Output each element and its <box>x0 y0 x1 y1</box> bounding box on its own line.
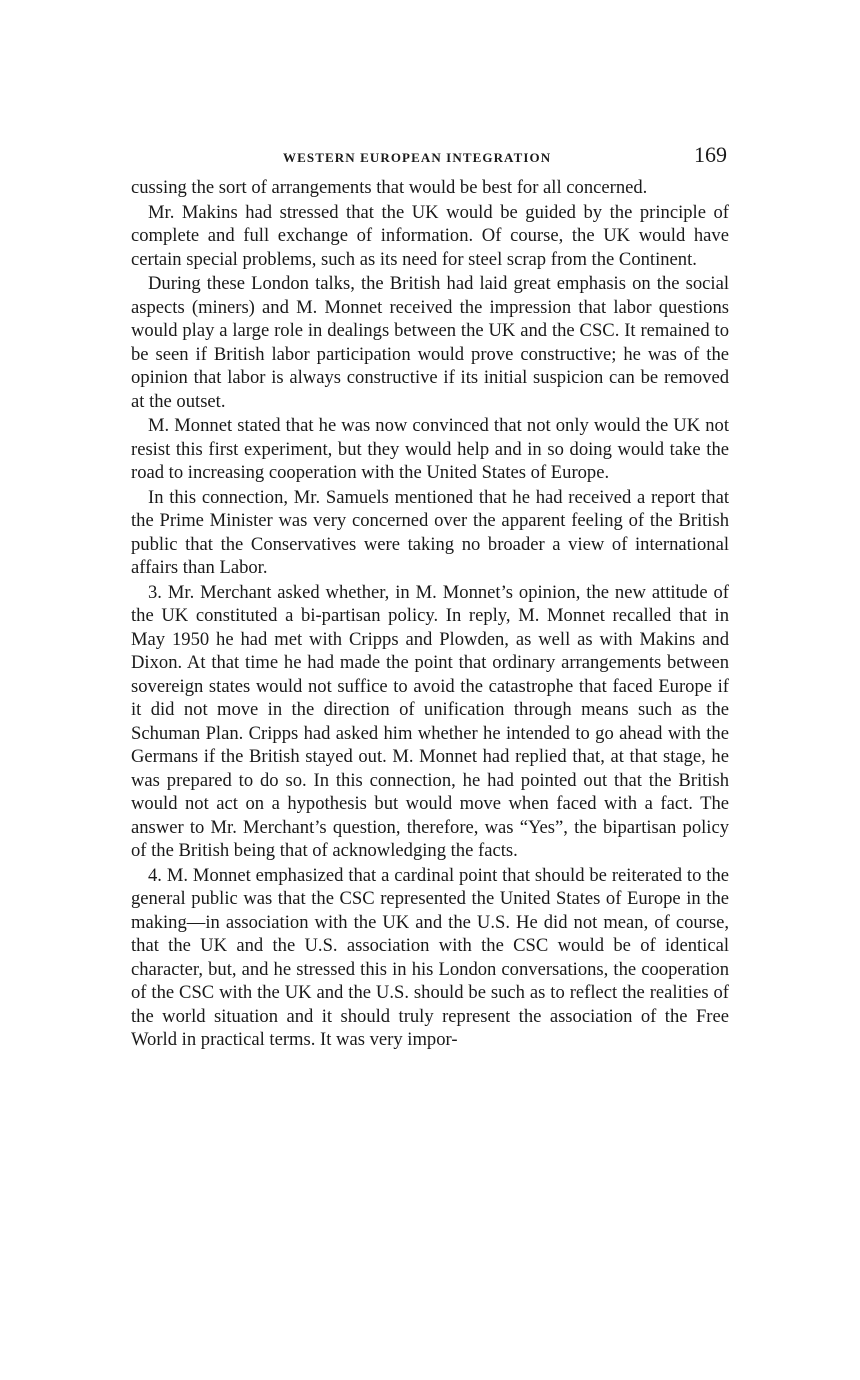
paragraph-continuation: cussing the sort of arrangements that would be best for all concerned. <box>131 177 648 198</box>
paragraph: In this connection, Mr. Samuels mentioned that he had received a report that the Prime Minister was very concerned over the apparent feeling of the British public that the Conservatives were taking no broader a view of international affairs than Labor. <box>131 486 729 578</box>
paragraph: During these London talks, the British had laid great emphasis on the social aspects (miners) and M. Monnet received the impression that labor questions would play a large role in dealings between the UK and the CSC. It remained to be seen if British labor participation would prove constructive; he was of the opinion that labor is always constructive if its initial suspicion can be removed at the outset. <box>131 273 729 412</box>
paragraph: 4. M. Monnet emphasized that a cardinal point that should be reiterated to the general public was that the CSC represented the United States of Europe in the making—in association with the UK and the U.S. He did not mean, of course, that the UK and the U.S. association with the CSC would be of identical character, but, and he stressed this in his London conversations, the cooperation of the CSC with the UK and the U.S. should be such as to reflect the realities of the world situation and it should truly represent the association of the Free World in practical terms. It was very impor- <box>131 864 729 1050</box>
paragraph: M. Monnet stated that he was now convinced that not only would the UK not resist this first experiment, but they would help and in so doing would take the road to increasing cooperation with the United States of Europe. <box>131 415 729 483</box>
paragraph: 3. Mr. Merchant asked whether, in M. Monnet’s opinion, the new attitude of the UK constituted a bi-partisan policy. In reply, M. Monnet recalled that in May 1950 he had met with Cripps and Plowden, as well as with Makins and Dixon. At that time he had made the point that ordinary arrangements between sovereign states would not suffice to avoid the catastrophe that faced Europe if it did not move in the direction of unification through means such as the Schuman Plan. Cripps had asked him whether he intended to go ahead with the Germans if the British stayed out. M. Monnet had replied that, at that stage, he was prepared to do so. In this connection, he had pointed out that the British would not act on a hypothesis but would move when faced with a fact. The answer to Mr. Merchant’s question, therefore, was “Yes”, the bipartisan policy of the British being that of acknowledging the facts. <box>131 581 729 861</box>
page-number: 169 <box>694 142 727 167</box>
running-title: WESTERN EUROPEAN INTEGRATION <box>283 150 552 165</box>
paragraph: Mr. Makins had stressed that the UK would be guided by the principle of complete and full exchange of information. Of course, the UK would have certain special problems, such as its need for steel scrap from the Continent. <box>131 201 729 270</box>
body-text <box>131 176 729 1052</box>
running-header <box>131 142 729 176</box>
document-page <box>131 142 729 1053</box>
